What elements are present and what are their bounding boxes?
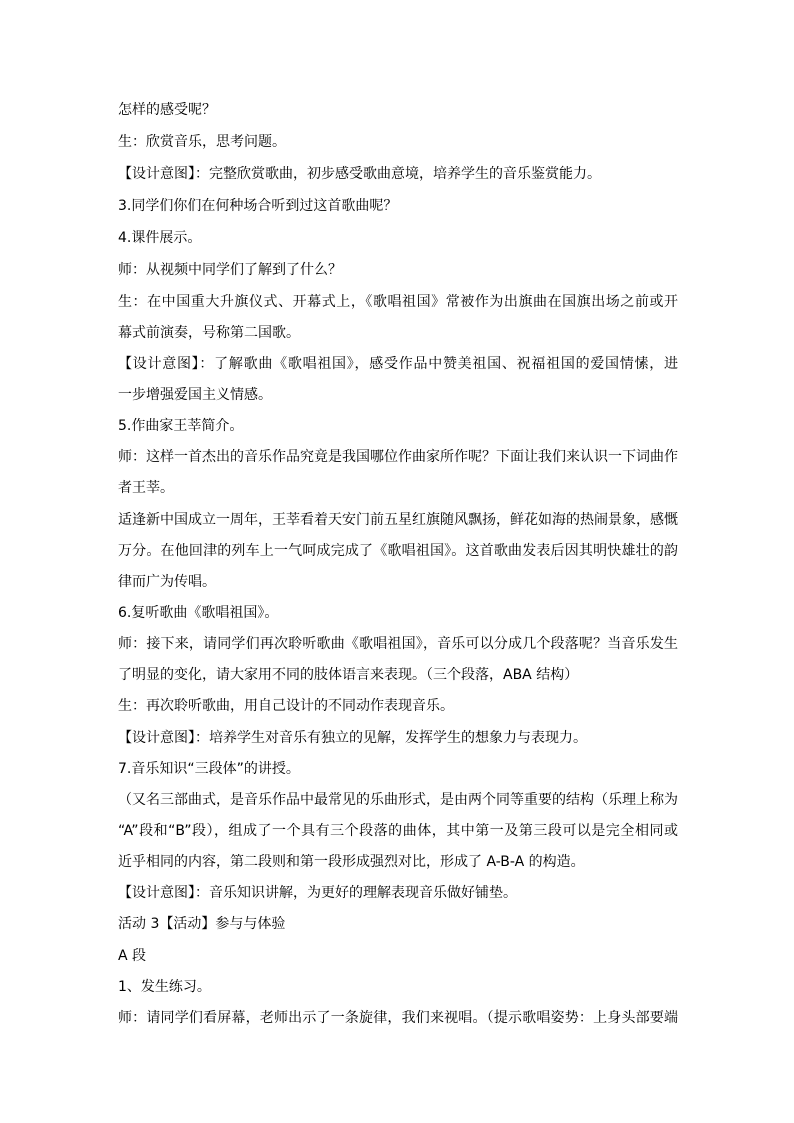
text-line: 生：欣赏音乐，思考问题。 bbox=[118, 134, 286, 150]
text-line: 适逢新中国成立一周年，王莘看着天安门前五星红旗随风飘扬，鲜花如海的热闹景象，感慨 bbox=[118, 512, 678, 528]
text-line: 者王莘。 bbox=[118, 480, 174, 496]
text-line: 3.同学们你们在何种场合听到过这首歌曲呢？ bbox=[118, 198, 398, 214]
text-line: “A”段和“B”段），组成了一个具有三个段落的曲体，其中第一及第三段可以是完全相同或 bbox=[118, 823, 678, 839]
text-line: 【设计意图】：培养学生对音乐有独立的见解，发挥学生的想象力与表现力。 bbox=[118, 730, 587, 746]
text-line: 【设计意图】：音乐知识讲解，为更好的理解表现音乐做好铺垫。 bbox=[118, 885, 517, 901]
text-line: 师：接下来，请同学们再次聆听歌曲《歌唱祖国》，音乐可以分成几个段落呢？当音乐发生 bbox=[118, 636, 678, 652]
text-line: 生：在中国重大升旗仪式、开幕式上，《歌唱祖国》常被作为出旗曲在国旗出场之前或开 bbox=[118, 294, 678, 310]
text-line: 律而广为传唱。 bbox=[118, 574, 216, 590]
text-line: 1、发生练习。 bbox=[118, 979, 211, 995]
text-line: （又名三部曲式，是音乐作品中最常见的乐曲形式，是由两个同等重要的结构（乐理上称为 bbox=[118, 792, 678, 808]
text-line: 7.音乐知识“三段体”的讲授。 bbox=[118, 761, 300, 777]
text-line: 师：从视频中同学们了解到了什么？ bbox=[118, 262, 342, 278]
text-line: 4.课件展示。 bbox=[118, 230, 202, 246]
text-line: 一步增强爱国主义情感。 bbox=[118, 387, 272, 403]
text-line: 师：这样一首杰出的音乐作品究竟是我国哪位作曲家所作呢？下面让我们来认识一下词曲作 bbox=[118, 449, 678, 465]
text-line: 万分。在他回津的列车上一气呵成完成了《歌唱祖国》。这首歌曲发表后因其明快雄壮的韵 bbox=[118, 543, 678, 559]
text-line: 活动 3【活动】参与与体验 bbox=[118, 916, 286, 932]
text-line: 5.作曲家王莘简介。 bbox=[118, 418, 244, 434]
text-line: 怎样的感受呢？ bbox=[118, 102, 216, 118]
text-line: 6.复听歌曲《歌唱祖国》。 bbox=[118, 605, 279, 621]
text-line: 了明显的变化，请大家用不同的肢体语言来表现。（三个段落，ABA 结构） bbox=[118, 667, 579, 683]
text-line: 幕式前演奏，号称第二国歌。 bbox=[118, 325, 300, 341]
text-line: 师：请同学们看屏幕，老师出示了一条旋律，我们来视唱。（提示歌唱姿势：上身头部要端 bbox=[118, 1010, 678, 1026]
text-line: 生：再次聆听歌曲，用自己设计的不同动作表现音乐。 bbox=[118, 698, 454, 714]
text-line: 【设计意图】：了解歌曲《歌唱祖国》，感受作品中赞美祖国、祝福祖国的爱国情愫，进 bbox=[118, 356, 678, 372]
text-line: A 段 bbox=[118, 948, 147, 964]
text-line: 近乎相同的内容，第二段则和第一段形成强烈对比，形成了 A-B-A 的构造。 bbox=[118, 854, 585, 870]
text-line: 【设计意图】：完整欣赏歌曲，初步感受歌曲意境，培养学生的音乐鉴赏能力。 bbox=[118, 166, 601, 182]
